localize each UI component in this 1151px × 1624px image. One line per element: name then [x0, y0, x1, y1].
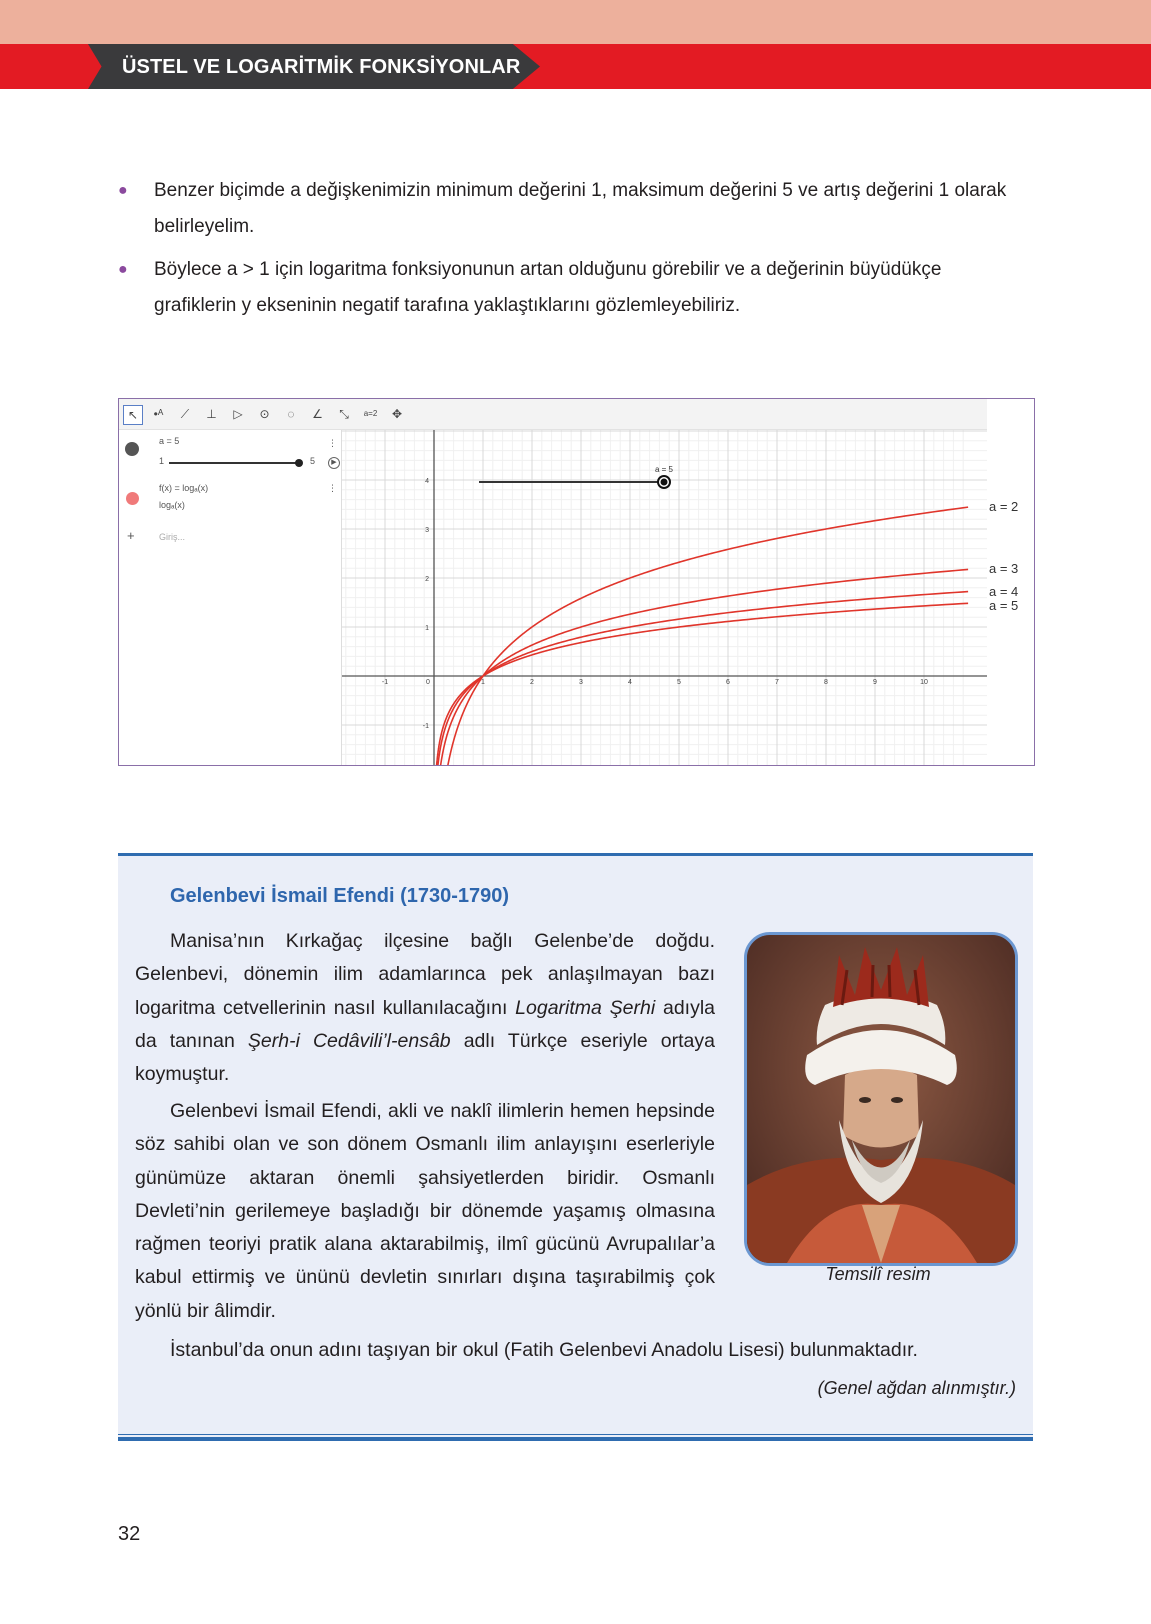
slider-max: 5 [310, 456, 316, 466]
more-icon[interactable]: ⋮ [328, 438, 337, 448]
graphics-view [342, 430, 987, 765]
bullet-text: Böylece a > 1 için logaritma fonksiyonunun artan olduğunu görebilir ve a değerinin büyüdükçe grafiklerin y ekseninin negatif tarafına yaklaştıklarını gözlemleyebiliriz. [154, 259, 942, 316]
x-tick-label: 0 [426, 679, 430, 686]
pointer-icon[interactable]: ↖ [123, 405, 143, 425]
slider-label: a = 5 [159, 436, 180, 446]
bullet-item-2 [118, 252, 1018, 324]
info-bottom-rule [118, 1437, 1033, 1441]
series-label-a4: a = 4 [989, 583, 1019, 599]
x-tick-label: -1 [381, 679, 389, 686]
x-tick-label: 3 [579, 679, 583, 686]
biography-paragraph-3: İstanbul’da onun adını taşıyan bir okul (Fatih Gelenbevi Anadolu Lisesi) bulunmaktadır. [170, 1339, 918, 1361]
series-label-a3: a = 3 [989, 561, 1019, 577]
slider-visibility-icon[interactable] [125, 442, 139, 456]
slider-track[interactable] [169, 462, 299, 464]
slider-min: 1 [159, 456, 165, 466]
line-icon[interactable]: ⟋ [180, 407, 190, 421]
portrait-image [744, 932, 1018, 1266]
series-label-a5: a = 5 [989, 597, 1019, 613]
biography-paragraph-2: Gelenbevi İsmail Efendi, akli ve naklî ilimlerin hemen hepsinde söz sahibi olan ve son dönem Osmanlı ilim anlayışını eserleriyle günümüze aktaran önemli şahsiyetlerden biridir. Osmanlı Devleti’nin gerilemeye başladığı bir dönemde yaşamış olmasına rağmen teoriyi pratik alana aktarabilmiş, ilmî gücünü Avrupalılar’a kabul ettirmiş ve ününü devletin sınırları dışına taşırabilmiş çok yönlü bir âlimdir. [135, 1100, 715, 1322]
toolbar [119, 399, 987, 430]
play-icon[interactable]: ▶ [328, 457, 340, 469]
more-icon[interactable]: ⋮ [328, 483, 337, 493]
graph-slider-label: a = 5 [654, 465, 674, 474]
move-view-icon[interactable]: ✥ [391, 407, 403, 421]
circle-three-points-icon[interactable]: ◌ [287, 407, 295, 421]
series-label-a2: a = 2 [989, 499, 1019, 515]
source-note: (Genel ağdan alınmıştır.) [817, 1378, 1016, 1398]
circle-icon[interactable]: ⊙ [259, 407, 270, 421]
y-tick-label: 3 [425, 527, 429, 534]
graph-slider-knob[interactable] [661, 479, 668, 486]
y-tick-label: 2 [425, 576, 429, 583]
y-tick-label: -1 [422, 723, 429, 730]
y-tick-label: 4 [425, 478, 429, 485]
bullet-item-1 [118, 173, 1018, 245]
x-tick-label: 10 [920, 679, 928, 686]
y-tick-label: 1 [425, 625, 429, 632]
page-number: 32 [118, 1523, 141, 1545]
geogebra-screenshot [118, 398, 1035, 766]
function-visibility-icon[interactable] [126, 492, 139, 505]
function-definition: f(x) = logₐ(x) [159, 483, 209, 493]
angle-icon[interactable]: ∠ [312, 407, 323, 421]
input-bar[interactable]: Giriş... [159, 532, 185, 542]
x-tick-label: 7 [775, 679, 779, 686]
perpendicular-icon[interactable]: ⊥ [206, 407, 217, 421]
slider-handle[interactable] [295, 459, 303, 467]
biography-paragraph-1: Manisa’nın Kırkağaç ilçesine bağlı Gelenbe’de doğdu. Gelenbevi, dönemin ilim adamlarınca pek anlaşılmayan bazı logaritma cetvellerinin nasıl kullanılacağını Logaritma Şerhi adıyla da tanınan Şerh-i Cedâvili’l-ensâb adlı Türkçe eseriyle ortaya koymuştur. [135, 930, 716, 1086]
bullet-text: Benzer biçimde a değişkenimizin minimum değerini 1, maksimum değerini 5 ve artış değerini 1 olarak belirleyelim. [154, 180, 1007, 237]
x-tick-label: 4 [628, 679, 632, 686]
x-tick-label: 2 [530, 679, 534, 686]
bullet-dot: ● [118, 261, 128, 278]
reflect-icon[interactable]: ⤡ [339, 407, 349, 421]
chapter-title: ÜSTEL VE LOGARİTMİK FONKSİYONLAR [122, 56, 521, 78]
x-tick-label: 8 [824, 679, 828, 686]
point-icon[interactable]: •ᴬ [153, 407, 164, 421]
x-tick-label: 5 [677, 679, 681, 686]
biography-title: Gelenbevi İsmail Efendi (1730-1790) [170, 885, 510, 907]
x-tick-label: 9 [873, 679, 877, 686]
portrait-caption: Temsilî resim [825, 1264, 931, 1284]
bullet-dot: ● [118, 182, 128, 199]
slider-tool-icon[interactable]: a=2 [363, 409, 378, 418]
add-icon[interactable]: + [127, 528, 135, 543]
x-tick-label: 1 [481, 679, 485, 686]
info-bottom-rule-thin [118, 1434, 1033, 1435]
function-value: logₐ(x) [159, 500, 185, 510]
x-tick-label: 6 [726, 679, 730, 686]
polygon-icon[interactable]: ▷ [233, 407, 243, 421]
algebra-view [119, 430, 342, 765]
